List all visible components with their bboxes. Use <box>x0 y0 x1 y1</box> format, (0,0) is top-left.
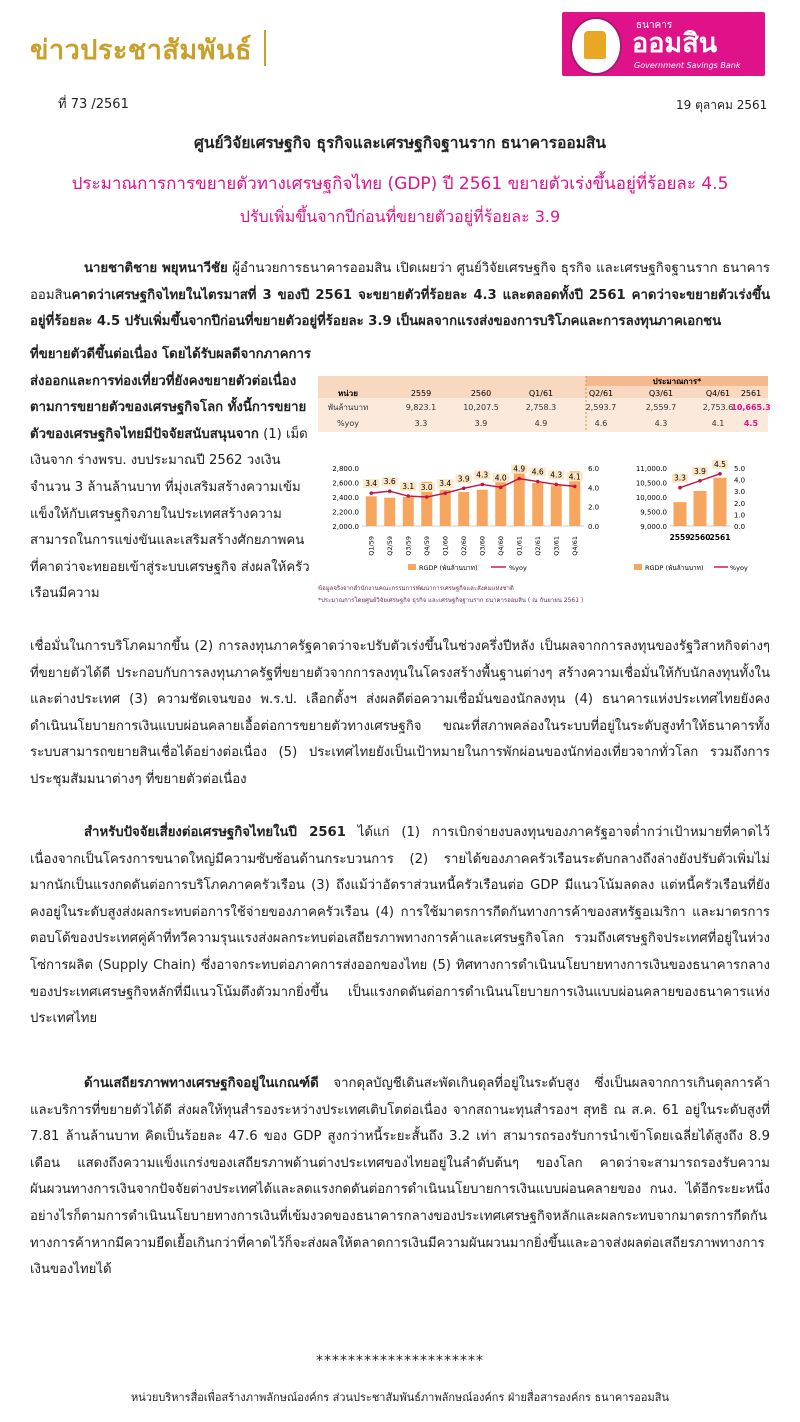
p1-forecast: คาดว่าเศรษฐกิจไทยในไตรมาสที่ 3 ของปี 2561 จะขยายตัวที่ร้อยละ 4.3 และตลอดทั้งปี 2561 คาดว่าจะขยายตัวเร่งขึ้นอยู่ที่ร้อยละ 4.5 ปรับเพิ่มขึ้นจากปีก่อนที่ขยายตัวอยู่ที่ร้อยละ 3.9 เป็นผลจากแรงส่งของการบริโภคและการลงทุนภาคเอกชน <box>30 287 770 330</box>
forecast-group-label: ประมาณการ* <box>652 377 702 386</box>
gdp-chart-svg <box>316 370 771 615</box>
yoy-point <box>499 486 503 490</box>
table-cell: 4.5 <box>743 419 759 428</box>
header-divider <box>264 30 266 66</box>
x-tick-label: Q1/61 <box>515 536 524 556</box>
y-right-tick-label: 1.0 <box>734 511 746 520</box>
yoy-data-label: 4.5 <box>714 459 726 469</box>
bar-mark <box>384 498 395 526</box>
bar-mark <box>495 476 506 526</box>
table-cell: พันล้านบาท <box>327 403 369 412</box>
y-left-tick-label: 2,200.0 <box>332 508 359 517</box>
legend-line-label-annual: %yoy <box>730 564 748 572</box>
x-tick-label: Q2/61 <box>533 536 542 556</box>
legend-bar-label-quarterly: RGDP (พันล้านบาท) <box>419 564 478 572</box>
x-tick-label: 2560 <box>689 533 711 542</box>
annual-chart <box>636 460 745 542</box>
y-left-tick-label: 9,500.0 <box>640 508 667 517</box>
y-right-tick-label: 5.0 <box>734 465 746 473</box>
yoy-data-label: 4.3 <box>550 470 563 480</box>
table-col-header: Q1/61 <box>528 389 554 398</box>
table-cell: 4.9 <box>534 419 548 428</box>
p1-text1: ผู้อำนวยการธนาคารออมสิน เปิดเผยว่า ศูนย์วิจัยเศรษฐกิจ ธุรกิจ และเศรษฐกิจฐานราก ธนาคารออมสิน <box>30 261 770 303</box>
x-tick-label: Q4/61 <box>570 536 579 556</box>
yoy-point <box>443 491 447 495</box>
yoy-data-label: 3.4 <box>365 479 378 489</box>
quarterly-chart <box>332 465 599 556</box>
gdp-chart-figure <box>316 370 771 615</box>
yoy-point <box>369 491 373 495</box>
y-right-tick-label: 0.0 <box>588 523 600 531</box>
gsb-logo <box>562 12 765 76</box>
headline-main: ประมาณการการขยายตัวทางเศรษฐกิจไทย (GDP) ปี 2561 ขยายตัวเร่งขึ้นอยู่ที่ร้อยละ 4.5 <box>71 174 729 194</box>
table-cell: 9,823.1 <box>405 403 437 412</box>
yoy-data-label: 4.6 <box>531 467 544 477</box>
yoy-point <box>388 489 392 493</box>
logo-line1: ธนาคาร <box>636 20 673 31</box>
paragraph-1-continued: เชื่อมั่นในการบริโภคมากขึ้น (2) การลงทุนภาครัฐคาดว่าจะปรับตัวเร่งขึ้นในช่วงครึ่งปีหลัง เป็นผลจากการลงทุนของรัฐวิสาหกิจต่างๆ ที่ขยายตัวได้ดี ประกอบกับการลงทุนภาครัฐที่ขยายตัวจากการลงทุนในโครงสร้างพื้นฐานต่างๆ สร้างความเชื่อมั่นให้กับนักลงทุนทั้งในและต่างประเทศ (3) ความชัดเจนของ พ.ร.ป. เลือกตั้งฯ ส่งผลดีต่อความเชื่อมั่นของนักลงทุน (4) ธนาคารแห่งประเทศไทยยังคงดำเนินนโยบายการเงินแบบผ่อนคลายเอื้อต่อการขยายตัวทางเศรษฐกิจ ขณะที่สภาพคล่องในระบบที่อยู่ในระดับสูงทำให้ธนาคารทั้งระบบสามารถขยายสินเชื่อได้อย่างต่อเนื่อง (5) ประเทศไทยยังเป็นเป้าหมายในการพักผ่อนของนักท่องเที่ยวจากทั่วโลก รวมถึงการประชุมสัมมนาต่างๆ ที่ขยายตัวต่อเนื่อง <box>30 639 770 787</box>
y-right-tick-label: 3.0 <box>734 488 746 497</box>
bar-mark <box>694 491 707 526</box>
x-tick-label: Q2/59 <box>385 536 394 556</box>
y-right-tick-label: 2.0 <box>588 503 600 512</box>
yoy-point <box>698 479 702 483</box>
table-cell: 10,207.5 <box>463 403 499 412</box>
yoy-point <box>517 477 521 481</box>
speaker-name: นายชาติชาย พยุหนาวีชัย <box>84 261 228 276</box>
x-tick-label: Q3/59 <box>404 536 413 556</box>
yoy-data-label: 3.4 <box>439 479 452 489</box>
p2-bold: สำหรับปัจจัยเสี่ยงต่อเศรษฐกิจไทยในปี 2561 <box>84 825 346 840</box>
table-cell: 10,665.3 <box>731 403 771 412</box>
table-col-header: Q4/61 <box>705 389 731 398</box>
yoy-data-label: 3.3 <box>674 473 686 483</box>
yoy-point <box>536 480 540 484</box>
end-marker: ********************* <box>316 1353 484 1369</box>
y-right-tick-label: 6.0 <box>588 465 600 473</box>
yoy-point <box>406 494 410 498</box>
y-left-tick-label: 9,000.0 <box>640 523 667 531</box>
p3-text: จากดุลบัญชีเดินสะพัดเกินดุลที่อยู่ในระดับสูง ซึ่งเป็นผลจากการเกินดุลการค้าและบริการที่ขยายตัวได้ดี ส่งผลให้ทุนสำรองระหว่างประเทศเติบโตต่อเนื่อง จากสถานะทุนสำรองฯ สุทธิ ณ ส.ค. 61 อยู่ในระดับสูงที่ 7.81 ล้านล้านบาท คิดเป็นร้อยละ 47.6 ของ GDP สูงกว่าหนี้ระยะสั้นถึง 3.2 เท่า สามารถรองรับการนำเข้าโดยเฉลี่ยได้สูงถึง 8.9 เดือน แสดงถึงความแข็งแกร่งของเสถียรภาพด้านต่างประเทศของไทยอยู่ในลำดับต้นๆ ของโลก คาดว่าจะสามารถรองรับความผันผวนทางการเงินจากปัจจัยต่างประเทศได้และลดแรงกดดันต่อการดำเนินนโยบายการเงินแบบผ่อนคลายของ กนง. ได้อีกระยะหนึ่ง อย่างไรก็ตามการดำเนินนโยบายทางการเงินที่เข้มงวดของธนาคารกลางของประเทศเศรษฐกิจหลักและผลกระทบจากมาตรการกีดกันทางการค้าหากมีความยืดเยื้อเกินกว่าที่คาดไว้ก็จะส่งผลให้ตลาดการเงินมีความผันผวนมากยิ่งขึ้นและอาจส่งผลต่อเสถียรภาพทางการเงินของไทยได้ <box>30 1076 770 1278</box>
y-left-tick-label: 2,000.0 <box>332 523 359 531</box>
paragraph-2-risks <box>30 820 770 1033</box>
table-cell: 3.3 <box>414 419 428 428</box>
table-col-header: Q3/61 <box>648 389 674 398</box>
table-col-header: 2561 <box>740 389 762 398</box>
yoy-point <box>554 483 558 487</box>
x-tick-label: 2559 <box>669 533 691 542</box>
x-tick-label: Q2/60 <box>459 536 468 556</box>
table-col-header: 2559 <box>410 389 432 398</box>
table-col-header: 2560 <box>470 389 492 398</box>
yoy-data-label: 3.9 <box>694 466 706 476</box>
yoy-data-label: 3.1 <box>402 482 415 492</box>
y-right-tick-label: 0.0 <box>734 523 746 531</box>
yoy-point <box>425 495 429 499</box>
x-tick-label: Q4/60 <box>496 536 505 556</box>
yoy-data-label: 4.1 <box>568 472 581 482</box>
bar-mark <box>477 490 488 526</box>
y-left-tick-label: 2,800.0 <box>332 465 359 473</box>
x-tick-label: 2561 <box>709 533 731 542</box>
table-cell: 4.1 <box>711 419 725 428</box>
bar-mark <box>458 492 469 526</box>
bar-mark <box>440 490 451 526</box>
headline-org: ศูนย์วิจัยเศรษฐกิจ ธุรกิจและเศรษฐกิจฐานราก ธนาคารออมสิน <box>194 134 606 152</box>
x-tick-label: Q1/59 <box>367 536 376 556</box>
legend-bar-swatch-quarterly <box>408 564 416 570</box>
table-cell: 2,593.7 <box>585 403 617 412</box>
yoy-data-label: 3.0 <box>420 483 433 492</box>
p1-side-text: (1) เม็ดเงินจาก ร่างพรบ. งบประมาณปี 2562 วงเงินจำนวน 3 ล้านล้านบาท ที่มุ่งเสริมสร้างความเข้มแข็งให้กับเศรษฐกิจภายในประเทศสร้างความสามารถในการแข่งขันและเสริมสร้างศักยภาพคนที่คาดว่าจะทยอยเข้าสู่ระบบเศรษฐกิจ ส่งผลให้ครัวเรือนมีความ <box>30 426 310 602</box>
yoy-data-label: 4.9 <box>513 464 526 474</box>
paragraph-1-intro <box>30 256 770 336</box>
x-tick-label: Q3/61 <box>552 536 561 556</box>
yoy-point <box>678 486 682 490</box>
yoy-point <box>480 483 484 487</box>
y-right-tick-label: 2.0 <box>734 499 746 508</box>
y-left-tick-label: 10,500.0 <box>635 479 667 488</box>
paragraph-1-side <box>30 342 312 608</box>
yoy-data-label: 4.0 <box>494 473 507 483</box>
table-cell: 2,559.7 <box>645 403 677 412</box>
legend-bar-label-annual: RGDP (พันล้านบาท) <box>645 564 704 572</box>
yoy-data-label: 4.3 <box>476 470 489 480</box>
table-cell: 2,758.3 <box>525 403 557 412</box>
logo-line3: Government Savings Bank <box>634 61 741 70</box>
release-date: 19 ตุลาคม 2561 <box>676 98 768 112</box>
headline-sub: ปรับเพิ่มขึ้นจากปีก่อนที่ขยายตัวอยู่ที่ร้อยละ 3.9 <box>239 207 561 226</box>
bar-mark <box>403 497 414 526</box>
paragraph-3-stability <box>30 1071 770 1284</box>
logo-line2: ออมสิน <box>632 28 718 59</box>
y-left-tick-label: 2,400.0 <box>332 494 359 502</box>
gsb-seal-icon <box>570 17 622 75</box>
p1-side-bold: ที่ขยายตัวดีขึ้นต่อเนื่อง โดยได้รับผลดีจากภาคการส่งออกและการท่องเที่ยวที่ยังคงขยายตัวต่อเนื่องตามการขยายตัวของเศรษฐกิจโลก ทั้งนี้การขยายตัวของเศรษฐกิจไทยมีปัจจัยสนับสนุนจาก <box>30 347 311 442</box>
x-tick-label: Q4/59 <box>422 536 431 556</box>
legend-line-label-quarterly: %yoy <box>509 564 527 572</box>
table-cell: %yoy <box>337 419 359 428</box>
p2-text: ได้แก่ (1) การเบิกจ่ายงบลงทุนของภาครัฐอาจต่ำกว่าเป้าหมายที่คาดไว้เนื่องจากเป็นโครงการขนาดใหญ่มีความซับซ้อนด้านกระบวนการ (2) รายได้ของภาคครัวเรือนระดับกลางถึงล่างยังปรับตัวเพิ่มไม่มากนักเป็นแรงกดดันต่อการบริโภคภาคครัวเรือน (3) ถึงแม้ว่าอัตราส่วนหนี้ครัวเรือนต่อ GDP มีแนวโน้มลดลง แต่หนี้ครัวเรือนที่ยังคงอยู่ในระดับสูงส่งผลกระทบต่อการใช้จ่ายของภาคครัวเรือน (4) การใช้มาตรการกีดกันทางการค้าของสหรัฐอเมริกา และมาตรการตอบโต้ของประเทศคู่ค้าที่ทวีความรุนแรงส่งผลกระทบต่อเสถียรภาพทางการค้าและเศรษฐกิจโลก รวมถึงเศรษฐกิจประเทศที่อยู่ในห่วงโซ่การผลิต (Supply Chain) ซึ่งอาจกระทบต่อภาคการส่งออกของไทย (5) ทิศทางการดำเนินนโยบายทางการเงินของธนาคารกลางของประเทศเศรษฐกิจหลักที่มีแนวโน้มตึงตัวมากยิ่งขึ้น เป็นแรงกดดันต่อการดำเนินนโยบายการเงินแบบผ่อนคลายของธนาคารแห่งประเทศไทย <box>30 825 770 1027</box>
bar-mark <box>714 478 727 526</box>
reference-number: ที่ 73 /2561 <box>58 97 129 112</box>
table-cell: 2,753.6 <box>702 403 734 412</box>
yoy-point <box>718 472 722 476</box>
table-col-header: Q2/61 <box>588 389 614 398</box>
x-tick-label: Q1/60 <box>441 536 450 556</box>
table-cell: 4.6 <box>594 419 608 428</box>
bar-mark <box>551 485 562 526</box>
y-left-tick-label: 11,000.0 <box>635 465 667 473</box>
bar-mark <box>532 483 543 526</box>
bar-mark <box>674 502 687 526</box>
bar-mark <box>366 496 377 526</box>
yoy-point <box>573 485 577 489</box>
footer-text: หน่วยบริหารสื่อเพื่อสร้างภาพลักษณ์องค์กร ส่วนประชาสัมพันธ์ภาพลักษณ์องค์กร ฝ่ายสื่อสารองค์กร ธนาคารออมสิน <box>130 1391 670 1404</box>
yoy-data-label: 3.9 <box>457 474 470 484</box>
chart-source-note: ข้อมูลจริงจากสำนักงานคณะกรรมการพัฒนาการเศรษฐกิจและสังคมแห่งชาติ <box>318 585 514 592</box>
chart-forecast-note: *ประมาณการโดยศูนย์วิจัยเศรษฐกิจ ธุรกิจ และเศรษฐกิจฐานราก ธนาคารออมสิน ( ณ กันยายน 2561 ) <box>318 597 584 604</box>
y-right-tick-label: 4.0 <box>734 476 746 485</box>
table-cell: 3.9 <box>474 419 488 428</box>
legend-bar-swatch-annual <box>634 564 642 570</box>
press-release-title: ข่าวประชาสัมพันธ์ <box>30 35 252 66</box>
yoy-point <box>462 487 466 491</box>
yoy-data-label: 3.6 <box>383 477 396 487</box>
p3-bold: ด้านเสถียรภาพทางเศรษฐกิจอยู่ในเกณฑ์ดี <box>84 1076 319 1091</box>
y-left-tick-label: 10,000.0 <box>635 494 667 502</box>
table-cell: 4.3 <box>654 419 668 428</box>
table-col-header: หน่วย <box>338 389 358 398</box>
x-tick-label: Q3/60 <box>478 536 487 556</box>
y-right-tick-label: 4.0 <box>588 484 600 493</box>
y-left-tick-label: 2,600.0 <box>332 479 359 488</box>
